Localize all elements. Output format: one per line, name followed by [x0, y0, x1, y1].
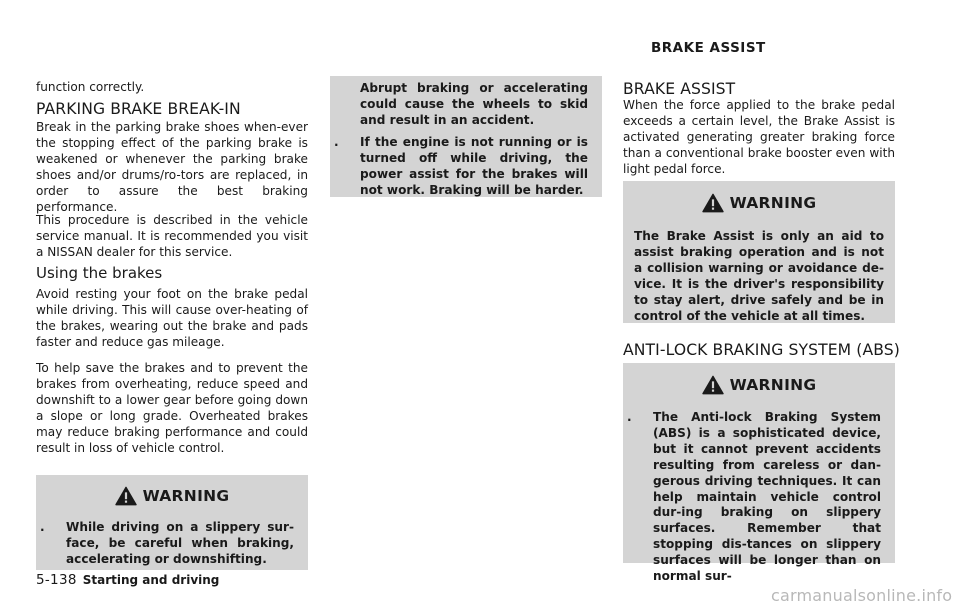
bullet-marker: .	[334, 135, 339, 149]
bullet-marker: .	[627, 410, 632, 424]
page-number: 5-138	[36, 572, 77, 588]
warning-header	[623, 375, 895, 395]
abs-warning-bullet: The Anti-lock Braking System (ABS) is a sophisticated device, but it cannot prevent accidents resulting from careless or dan-gerous driving techniques. It can help maintain vehicle control dur-ing braking on slippery surfaces. Remember that stopping dis-tances on slippery surfaces will be longer than on normal sur-	[653, 410, 881, 584]
using-paragraph-1: Avoid resting your foot on the brake pedal while driving. This will cause over-heating of the brakes, wearing out the brake and pads faster and reduce gas mileage.	[36, 287, 308, 349]
warning-triangle-icon	[702, 193, 724, 213]
section-title: BRAKE ASSIST	[651, 40, 766, 56]
breakin-paragraph-1: Break in the parking brake shoes when-ever the stopping effect of the parking brake is weakened or whenever the parking brake shoes and/or drums/ro-tors are replaced, in order to assure the best braking performance.	[36, 120, 308, 214]
warning-triangle-icon	[702, 375, 724, 395]
heading-using-the-brakes: Using the brakes	[36, 264, 163, 282]
warning-box-abs	[623, 363, 895, 584]
continuation-text: function correctly.	[36, 80, 145, 94]
using-paragraph-2: To help save the brakes and to prevent the brakes from overheating, reduce speed and downshift to a lower gear before going down a slope or long grade. Overheated brakes may reduce braking performance and could result in loss of vehicle control.	[36, 361, 308, 455]
page-footer	[36, 572, 219, 588]
warning-bullet-slippery: While driving on a slippery sur-face, be careful when braking, accelerating or downshifting.	[66, 520, 294, 566]
brake-assist-paragraph: When the force applied to the brake pedal exceeds a certain level, the Brake Assist is activated generating greater braking force than a conventional brake booster even with light pedal force.	[623, 98, 895, 176]
warning-label: WARNING	[142, 487, 230, 505]
warning-bullet-engine-off: If the engine is not running or is turned off while driving, the power assist for the brakes will not work. Braking will be harder.	[360, 135, 588, 197]
heading-brake-assist: BRAKE ASSIST	[623, 80, 736, 98]
heading-abs: ANTI-LOCK BRAKING SYSTEM (ABS)	[623, 341, 900, 359]
warning-label: WARNING	[729, 376, 817, 394]
footer-section-name: Starting and driving	[82, 573, 220, 587]
warning-header	[623, 193, 895, 213]
warning-box-1	[36, 475, 308, 570]
warning-header	[36, 486, 308, 506]
heading-parking-brake-break-in: PARKING BRAKE BREAK-IN	[36, 100, 241, 118]
breakin-paragraph-2: This procedure is described in the vehicle service manual. It is recommended you visit a NISSAN dealer for this service.	[36, 213, 308, 259]
warning-box-brake-assist	[623, 181, 895, 323]
warning-label: WARNING	[729, 194, 817, 212]
warning-triangle-icon	[115, 486, 137, 506]
bullet-marker: .	[40, 520, 45, 534]
warning-box-1-continued	[330, 76, 602, 197]
brake-assist-warning-text: The Brake Assist is only an aid to assist braking operation and is not a collision warning or avoidance de-vice. It is the driver's responsibility to stay alert, drive safely and be in control of the vehicle at all times.	[634, 229, 884, 323]
watermark-text: carmanualsonline.info	[771, 586, 953, 605]
warning-continuation-text: Abrupt braking or accelerating could cause the wheels to skid and result in an accident.	[360, 81, 588, 127]
